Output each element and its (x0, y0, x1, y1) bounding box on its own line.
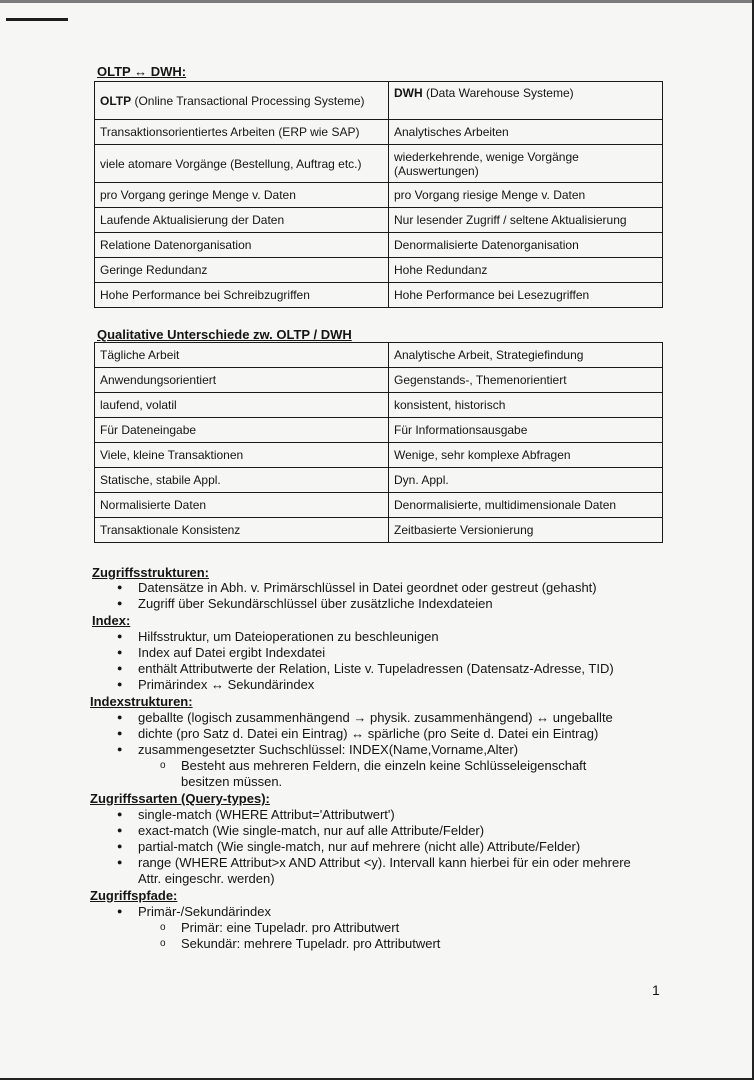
table-cell: Tägliche Arbeit (95, 343, 389, 368)
sub-list-item: Besteht aus mehreren Feldern, die einzeln keine Schlüsseleigenschaft besitzen müssen. (181, 758, 587, 789)
oltp-dwh-table (94, 81, 663, 308)
table-cell: Hohe Redundanz (389, 258, 663, 283)
bullet-icon: ● (117, 728, 123, 738)
table-cell: Nur lesender Zugriff / seltene Aktualisierung (389, 208, 663, 233)
table-row (95, 518, 663, 543)
table-row (95, 233, 663, 258)
table-cell: wiederkehrende, wenige Vorgänge (Auswertungen) (389, 145, 663, 183)
table-header-cell: OLTP (Online Transactional Processing Systeme) (95, 82, 389, 120)
list-item: range (WHERE Attribut>x AND Attribut <y). Intervall kann hierbei für ein oder mehrere Attr. eingeschr. werden) (138, 855, 631, 886)
list-item: partial-match (Wie single-match, nur auf mehrere (nicht alle) Attribute/Felder) (138, 839, 581, 854)
heading-zugriffsarten: Zugriffssarten (Query-types): (90, 791, 270, 806)
table-cell: Gegenstands-, Themenorientiert (389, 368, 663, 393)
bullet-icon: ● (117, 679, 123, 689)
qualitative-table (94, 342, 663, 543)
table-row (95, 418, 663, 443)
table-cell: Relatione Datenorganisation (95, 233, 389, 258)
table-cell: Zeitbasierte Versionierung (389, 518, 663, 543)
heading-zugriffspfade: Zugriffspfade: (90, 888, 178, 903)
table-row (95, 393, 663, 418)
table1-title: OLTP ↔ DWH: (97, 64, 187, 79)
table-cell: Analytische Arbeit, Strategiefindung (389, 343, 663, 368)
scan-top-edge (0, 0, 754, 3)
table-cell: konsistent, historisch (389, 393, 663, 418)
table-cell: laufend, volatil (95, 393, 389, 418)
table-cell: viele atomare Vorgänge (Bestellung, Auftrag etc.) (95, 145, 389, 183)
list-item: Hilfsstruktur, um Dateioperationen zu beschleunigen (138, 629, 439, 644)
bullet-icon: ● (117, 809, 123, 819)
list-item: Zugriff über Sekundärschlüssel über zusätzliche Indexdateien (138, 596, 493, 611)
page-number: 1 (652, 982, 660, 998)
sub-bullet-icon: o (160, 922, 166, 933)
sub-list-item: Sekundär: mehrere Tupeladr. pro Attributwert (181, 936, 441, 951)
sub-list-item: Primär: eine Tupeladr. pro Attributwert (181, 920, 400, 935)
heading-zugriffsstrukturen: Zugriffsstrukturen: (92, 565, 209, 580)
table-cell: pro Vorgang geringe Menge v. Daten (95, 183, 389, 208)
table-row (95, 493, 663, 518)
bullet-icon: ● (117, 825, 123, 835)
list-item: geballte (logisch zusammenhängend → physik. zusammenhängend) ↔ ungeballte (138, 710, 613, 725)
table-header-cell: DWH (Data Warehouse Systeme) (389, 82, 663, 120)
bullet-icon: ● (117, 598, 123, 608)
table-row (95, 208, 663, 233)
table-cell: Transaktionale Konsistenz (95, 518, 389, 543)
bullet-icon: ● (117, 744, 123, 754)
table-cell: Für Dateneingabe (95, 418, 389, 443)
bullet-icon: ● (117, 663, 123, 673)
table2-title: Qualitative Unterschiede zw. OLTP / DWH (97, 327, 352, 342)
list-item: Index auf Datei ergibt Indexdatei (138, 645, 326, 660)
table-cell: Denormalisierte Datenorganisation (389, 233, 663, 258)
table-row (95, 82, 663, 120)
table-cell: Denormalisierte, multidimensionale Daten (389, 493, 663, 518)
table-row (95, 145, 663, 183)
list-item: exact-match (Wie single-match, nur auf alle Attribute/Felder) (138, 823, 485, 838)
table-cell: Analytisches Arbeiten (389, 120, 663, 145)
table-row (95, 468, 663, 493)
table-cell: Normalisierte Daten (95, 493, 389, 518)
sub-bullet-icon: o (160, 760, 166, 771)
table-row (95, 258, 663, 283)
table-cell: Laufende Aktualisierung der Daten (95, 208, 389, 233)
table-cell: Für Informationsausgabe (389, 418, 663, 443)
table-row (95, 368, 663, 393)
bullet-icon: ● (117, 631, 123, 641)
list-item: single-match (WHERE Attribut='Attributwert') (138, 807, 395, 822)
table-row (95, 343, 663, 368)
list-item: zusammengesetzter Suchschlüssel: INDEX(Name,Vorname,Alter) (138, 742, 519, 757)
bullet-icon: ● (117, 582, 123, 592)
bullet-icon: ● (117, 647, 123, 657)
bullet-icon: ● (117, 712, 123, 722)
table-cell: Hohe Performance bei Lesezugriffen (389, 283, 663, 308)
bullet-icon: ● (117, 857, 123, 867)
table-cell: Viele, kleine Transaktionen (95, 443, 389, 468)
table-cell: Hohe Performance bei Schreibzugriffen (95, 283, 389, 308)
sub-bullet-icon: o (160, 938, 166, 949)
table-cell: Transaktionsorientiertes Arbeiten (ERP wie SAP) (95, 120, 389, 145)
table-row (95, 443, 663, 468)
bullet-icon: ● (117, 906, 123, 916)
list-item: Primärindex ↔ Sekundärindex (138, 677, 315, 692)
bullet-icon: ● (117, 841, 123, 851)
table-cell: Wenige, sehr komplexe Abfragen (389, 443, 663, 468)
heading-index: Index: (92, 613, 131, 628)
table-cell: Geringe Redundanz (95, 258, 389, 283)
table-cell: Statische, stabile Appl. (95, 468, 389, 493)
scan-corner-mark (6, 18, 68, 21)
list-item: Datensätze in Abh. v. Primärschlüssel in Datei geordnet oder gestreut (gehasht) (138, 580, 597, 595)
list-item: enthält Attributwerte der Relation, Liste v. Tupeladressen (Datensatz-Adresse, TID) (138, 661, 614, 676)
table-row (95, 283, 663, 308)
table-cell: Anwendungsorientiert (95, 368, 389, 393)
table-row (95, 183, 663, 208)
table-cell: Dyn. Appl. (389, 468, 663, 493)
list-item: dichte (pro Satz d. Datei ein Eintrag) ↔ spärliche (pro Seite d. Datei ein Eintrag) (138, 726, 599, 741)
table-row (95, 120, 663, 145)
list-item: Primär-/Sekundärindex (138, 904, 271, 919)
heading-indexstrukturen: Indexstrukturen: (90, 694, 193, 709)
table-cell: pro Vorgang riesige Menge v. Daten (389, 183, 663, 208)
